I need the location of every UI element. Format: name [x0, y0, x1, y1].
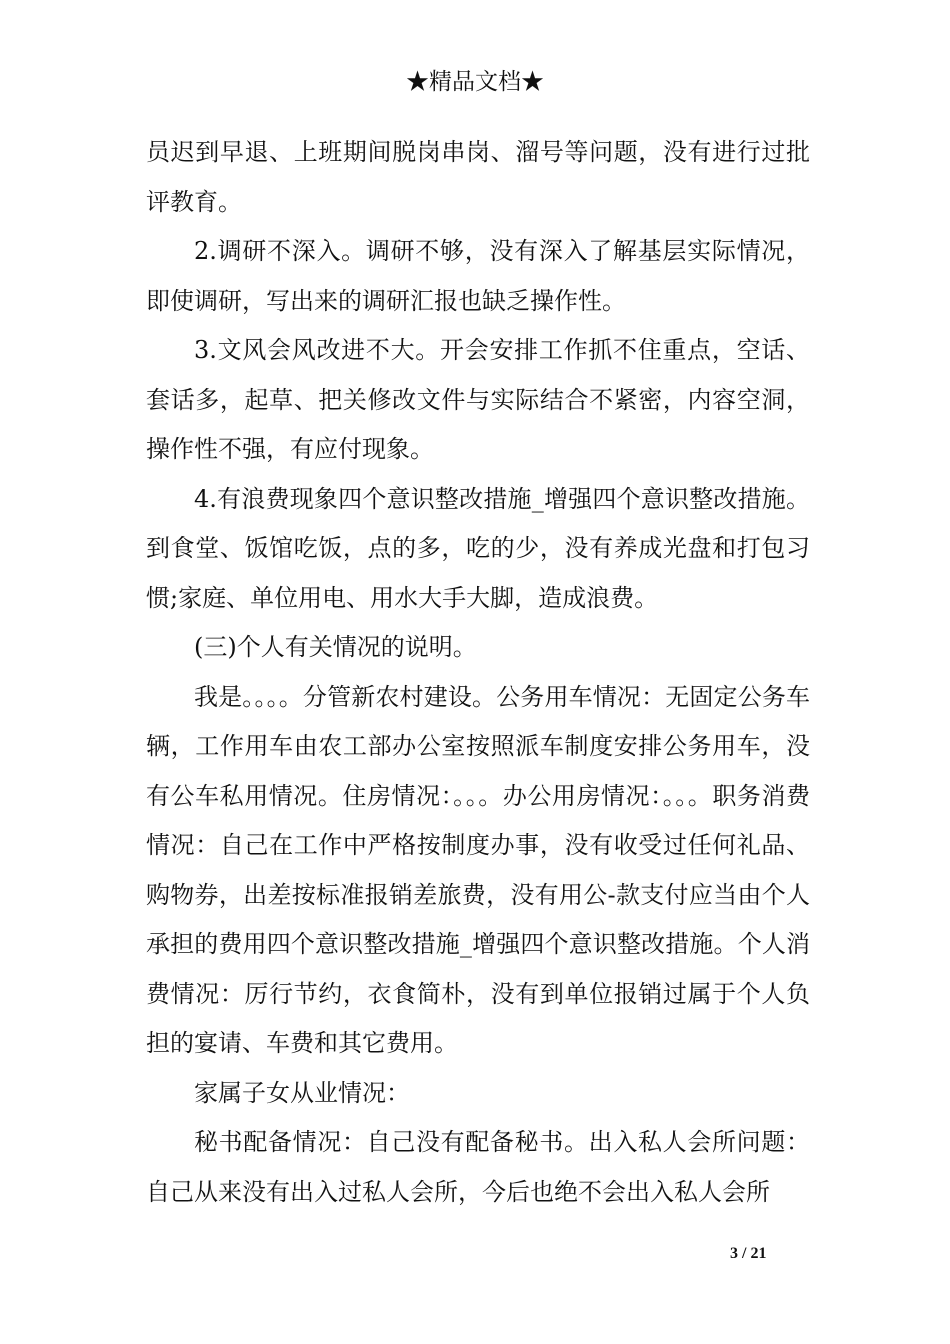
page-header-title: ★精品文档★ [406, 69, 544, 95]
paragraph-5: (三)个人有关情况的说明。 [194, 633, 477, 661]
paragraph-4: 4.有浪费现象四个意识整改措施_增强四个意识整改措施。到食堂、饭馆吃饭，点的多，吃的少，没有养成光盘和打包习惯;家庭、单位用电、用水大手大脚，造成浪费。 [146, 484, 810, 612]
paragraph-6: 我是。。。。分管新农村建设。公务用车情况：无固定公务车辆，工作用车由农工部办公室按照派车制度安排公务用车，没有公车私用情况。住房情况：。。。办公用房情况：。。。职务消费情况：自己在工作中严格按制度办事，没有收受过任何礼品、购物券，出差按标准报销差旅费，没有用公-款支付应当由个人承担的费用四个意识整改措施_增强四个意识整改措施。个人消费情况：厉行节约，衣食简朴，没有到单位报销过属于个人负担的宴请、车费和其它费用。 [146, 682, 810, 1057]
paragraph-8: 秘书配备情况：自己没有配备秘书。出入私人会所问题：自己从来没有出入过私人会所，今后也绝不会出入私人会所 [146, 1128, 810, 1206]
document-body [146, 128, 810, 1217]
page-number: 3 / 21 [730, 1245, 767, 1262]
paragraph-1: 员迟到早退、上班期间脱岗串岗、溜号等问题，没有进行过批评教育。 [146, 138, 810, 216]
paragraph-7: 家属子女从业情况： [194, 1078, 410, 1107]
paragraph-2: 2.调研不深入。调研不够，没有深入了解基层实际情况，即使调研，写出来的调研汇报也缺乏操作性。 [146, 237, 810, 315]
paragraph-3: 3.文风会风改进不大。开会安排工作抓不住重点，空话、套话多，起草、把关修改文件与实际结合不紧密，内容空洞，操作性不强，有应付现象。 [146, 336, 810, 463]
